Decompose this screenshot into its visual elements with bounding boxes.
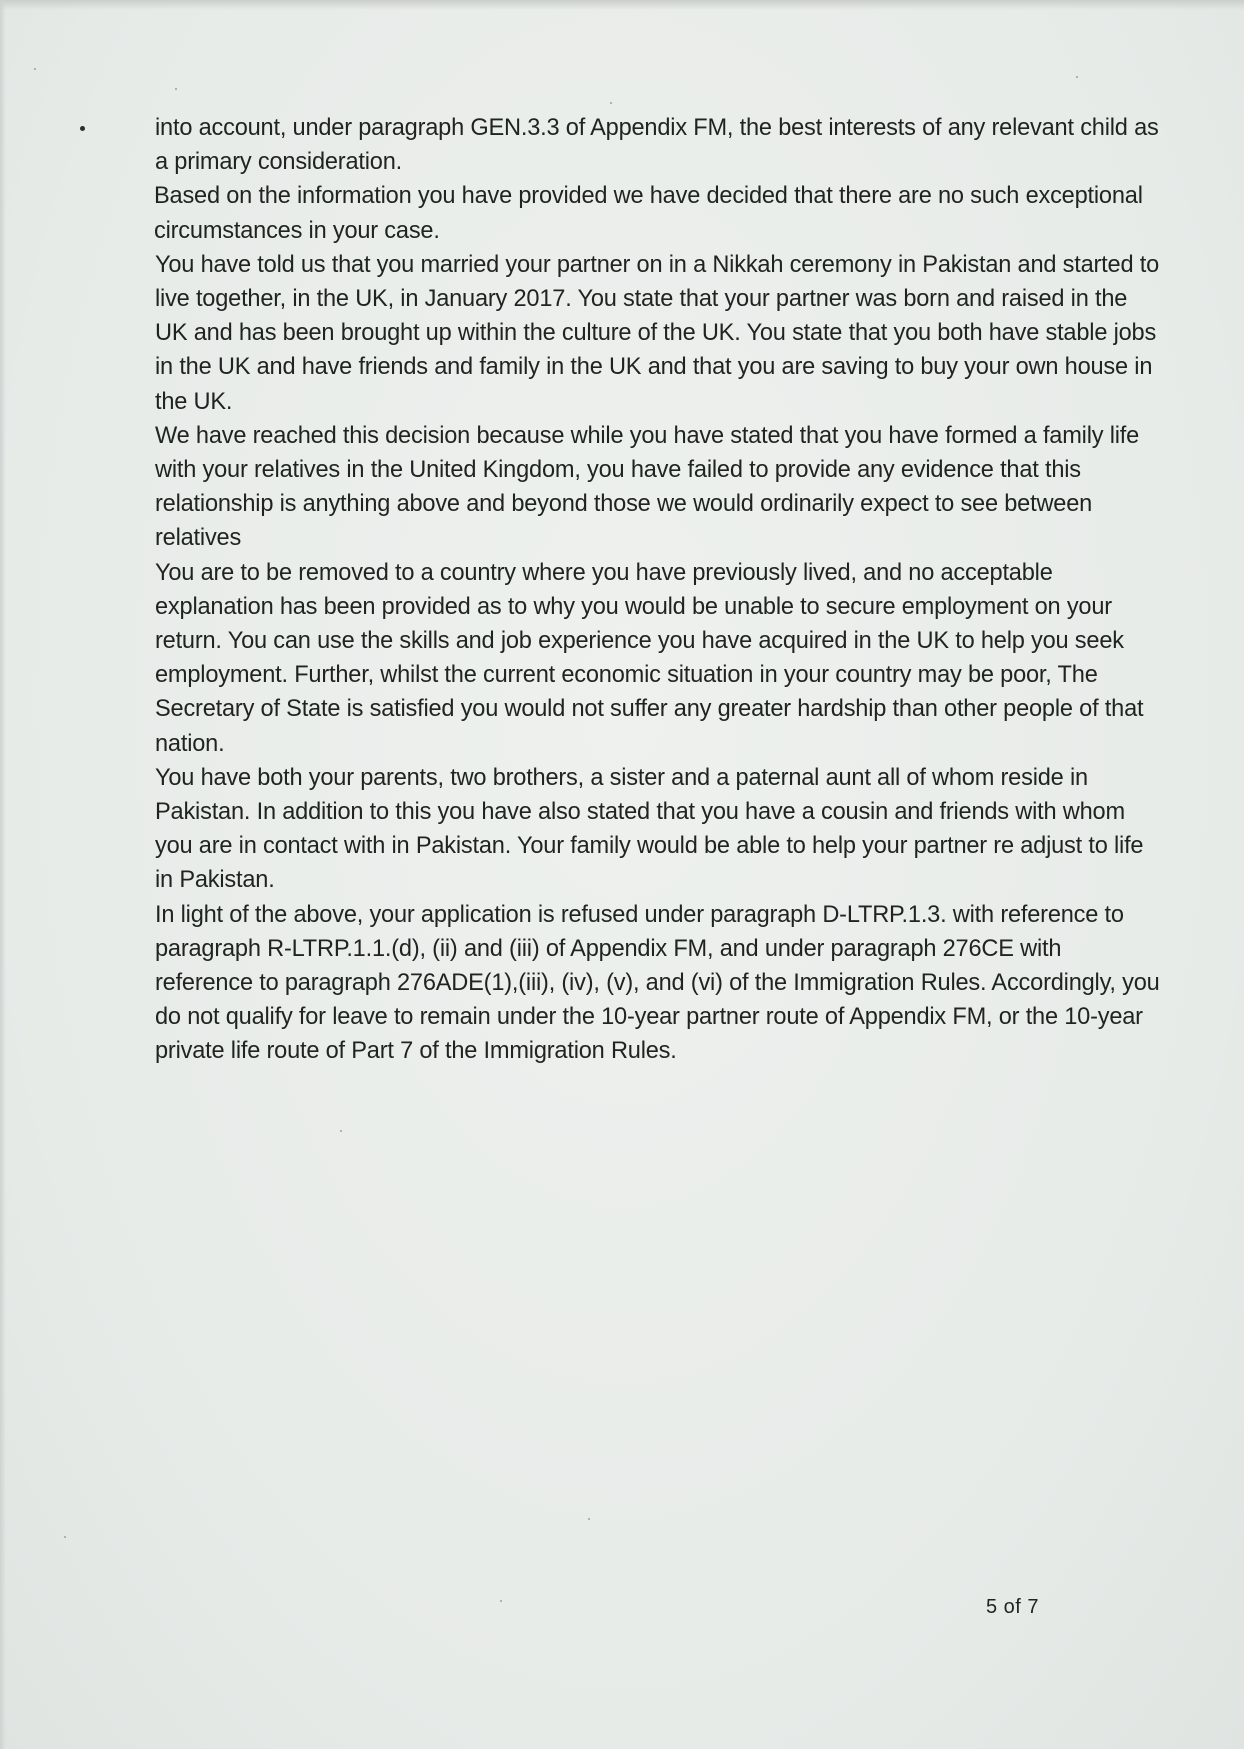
letter-body [155, 111, 1165, 1069]
scan-left-edge [0, 0, 6, 1749]
paragraph-refusal-decision: In light of the above, your application is refused under paragraph D-LTRP.1.3. with reference to paragraph R-LTRP.1.1.(d), (ii) and (iii) of Appendix FM, and under paragraph 276CE with reference to paragraph 276ADE(1),(iii), (iv), (v), and (vi) of the Immigration Rules. Accordingly, you do not qualify for leave to remain under the 10-year partner route of Appendix FM, or the 10-year private life route of Part 7 of the Immigration Rules. [155, 901, 1160, 1065]
paragraph-removal-employment: You are to be removed to a country where you have previously lived, and no acceptable explanation has been provided as to why you would be unable to secure employment on your return. You can use the skills and job experience you have acquired in the UK to help you seek employment. Further, whilst the current economic situation in your country may be poor, The Secretary of State is satisfied you would not suffer any greater hardship than other people of that nation. [155, 559, 1144, 757]
paragraph-best-interests: into account, under paragraph GEN.3.3 of Appendix FM, the best interests of any relevant child as a primary consideration. [155, 115, 1159, 176]
paragraph-exceptional-circumstances: Based on the information you have provided we have decided that there are no such exceptional circumstances in your case. [154, 183, 1143, 244]
scan-speck [340, 1130, 342, 1132]
page-number: 5 of 7 [986, 1596, 1040, 1618]
scan-mark-dot [80, 126, 85, 131]
scan-speck [175, 88, 177, 90]
scan-speck [64, 1536, 66, 1538]
scan-speck [34, 68, 36, 70]
scan-speck [588, 1518, 590, 1520]
scan-speck [610, 102, 612, 104]
scan-speck [500, 1600, 502, 1602]
scan-speck [1076, 76, 1078, 78]
scan-top-edge [0, 0, 1244, 10]
paragraph-marriage-details: You have told us that you married your partner on in a Nikkah ceremony in Pakistan and started to live together, in the UK, in January 2017. You state that your partner was born and raised in the UK and has been brought up within the culture of the UK. You state that you both have stable jobs in the UK and have friends and family in the UK and that you are saving to buy your own house in the UK. [155, 251, 1160, 415]
paragraph-family-in-pakistan: You have both your parents, two brothers, a sister and a paternal aunt all of whom reside in Pakistan. In addition to this you have also stated that you have a cousin and friends with whom you are in contact with in Pakistan. Your family would be able to help your partner re adjust to life in Pakistan. [155, 764, 1144, 894]
paragraph-family-life: We have reached this decision because while you have stated that you have formed a family life with your relatives in the United Kingdom, you have failed to provide any evidence that this relationship is anything above and beyond those we would ordinarily expect to see between relatives [155, 422, 1140, 552]
